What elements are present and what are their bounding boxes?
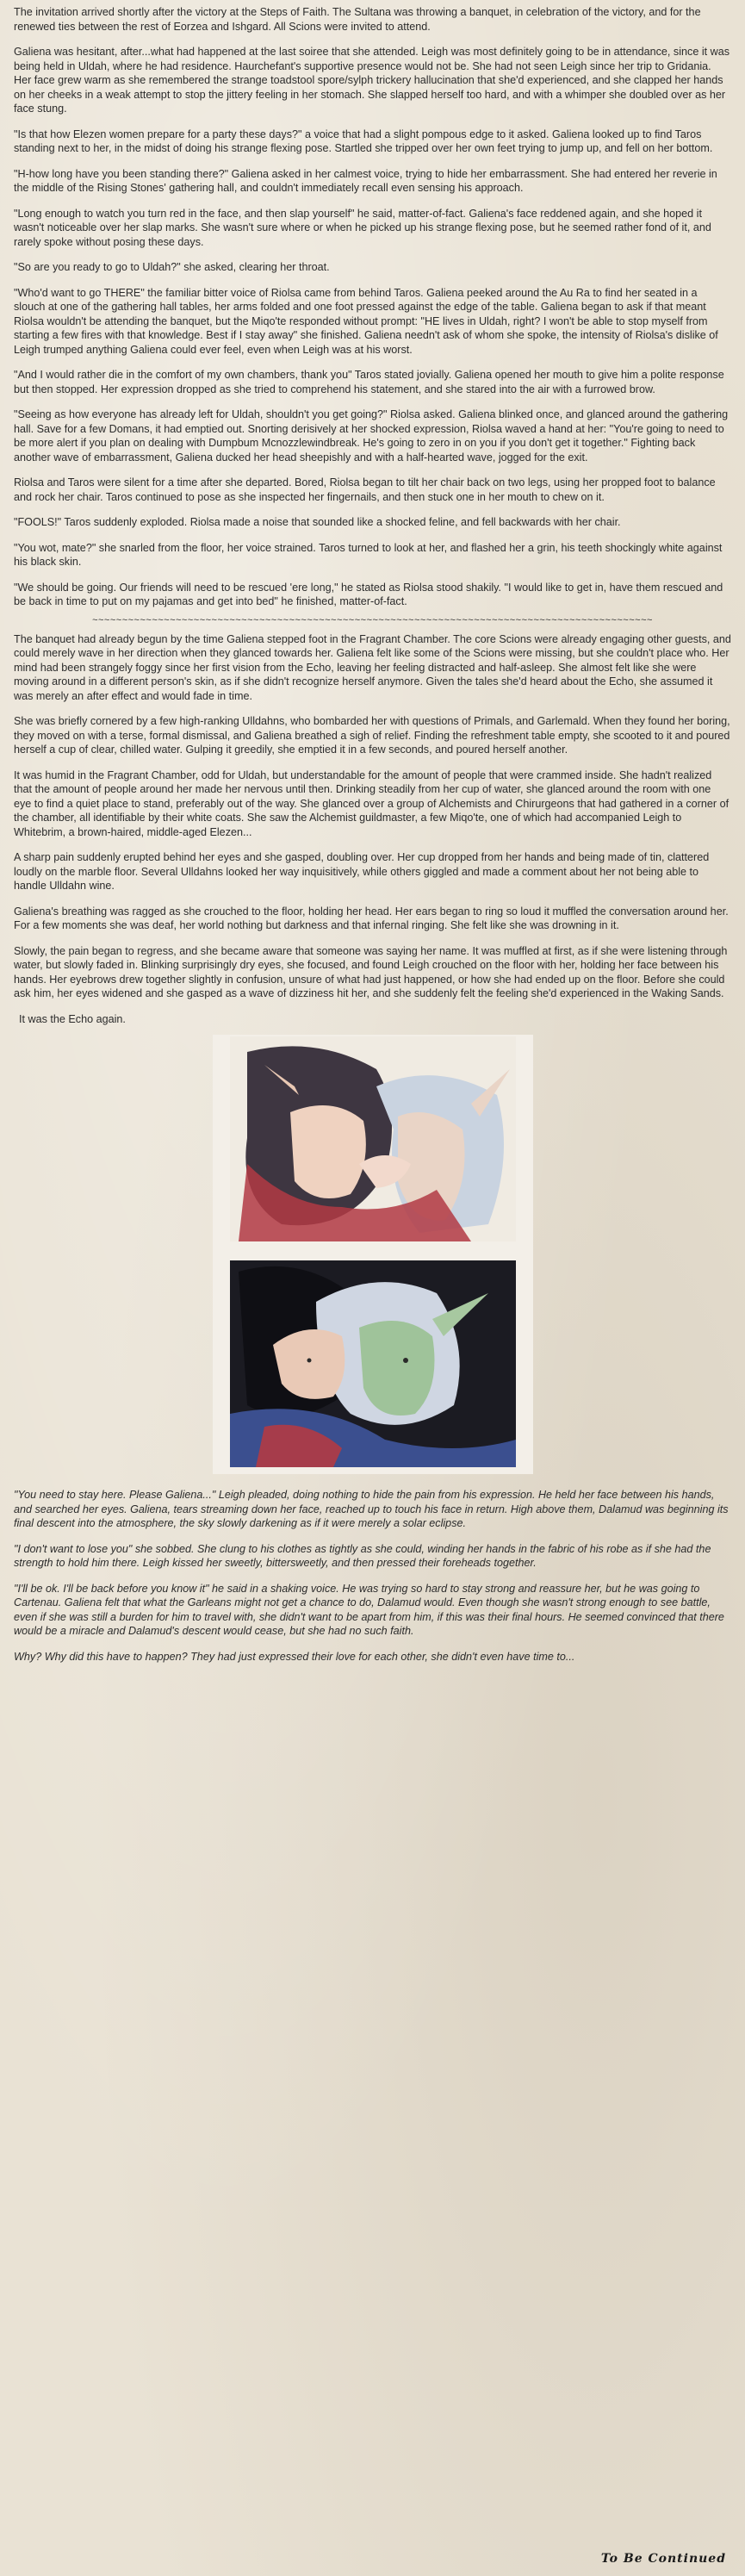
illustration-drawing xyxy=(213,1035,533,1474)
paragraph: "I'll be ok. I'll be back before you know it" he said in a shaking voice. He was trying so hard to stay strong and reassure her, but he was going to Cartenau. Galiena felt that what the Garleans might not get a chance to do, Dalamud would. Even though she wasn't strong enough to see battle, even if she was still a burden for him to travel with, she didn't want to be apart from him, if this was their final hours. He seemed convinced that there would be a miracle and Dalamud's descent would cease, but she had no such faith. xyxy=(14,1582,724,1637)
paragraph: The invitation arrived shortly after the victory at the Steps of Faith. The Sultana was throwing a banquet, in celebration of the victory, and for the renewed ties between the rest of Eorzea and Ishgard. All Scions were invited to attend. xyxy=(14,6,701,33)
paragraph: A sharp pain suddenly erupted behind her eyes and she gasped, doubling over. Her cup dropped from her hands and being made of tin, clattered loudly on the marble floor. Several Ulldahns looked her way inquisitively, while others giggled and made a comment about her not being able to handle Ulldahn wine. xyxy=(14,851,710,892)
paragraph: "You wot, mate?" she snarled from the floor, her voice strained. Taros turned to look at her, and flashed her a grin, his teeth shockingly white against his black skin. xyxy=(14,541,723,568)
paragraph: Galiena was hesitant, after...what had happened at the last soiree that she attended. Leigh was most definitely going to be in attendance, since it was being held in Uldah, where he had residence. Haurchefant's supportive presence would not be. She had not seen Leigh since her trip to Gridania. Her face grew warm as she remembered the strange toadstool spore/sylph trickery hallucination that she'd experienced, and she clapped her hands on her cheeks in a weak attempt to stop the jittery feeling in her stomach. She slapped herself too hard, and with a whimper she doubled over as her face stung. xyxy=(14,46,730,115)
paragraph: "Is that how Elezen women prepare for a party these days?" a voice that had a slight pompous edge to it asked. Galiena looked up to find Taros standing next to her, in the midst of doing his strange flexing pose. Startled she tripped over her own feet trying to jump up, and fell on her bottom. xyxy=(14,128,713,154)
echo-vision-section xyxy=(14,1488,731,1664)
paragraph: She was briefly cornered by a few high-ranking Ulldahns, who bombarded her with questions of Primals, and Garlemald. When they found her boring, they moved on with a terse, formal dismissal, and Galiena breathed a sigh of relief. Finding the refreshment table empty, she scooted to it and poured herself a cup of clear, chilled water. Gulping it greedily, she emptied it in a few seconds, and poured herself another. xyxy=(14,715,730,756)
paragraph: "FOOLS!" Taros suddenly exploded. Riolsa made a noise that sounded like a shocked feline, and fell backwards with her chair. xyxy=(14,516,621,528)
paragraph: "Long enough to watch you turn red in the face, and then slap yourself" he said, matter-of-fact. Galiena's face reddened again, and she hoped it wasn't noticeable over her slap marks. She wasn't sure where or when he picked up his strange flexing pose, but he seemed rather fond of it, and rarely spoke without posing these days. xyxy=(14,207,711,248)
to-be-continued: To Be Continued xyxy=(600,2552,726,2566)
paragraph: "I don't want to lose you" she sobbed. She clung to his clothes as tightly as she could, winding her hands in the fabric of his robe as if she had the strength to hold him there. Leigh kissed her sweetly, bittersweetly, and then pressed their foreheads together. xyxy=(14,1542,711,1569)
illustration xyxy=(213,1035,533,1474)
paragraph: It was humid in the Fragrant Chamber, odd for Uldah, but understandable for the amount of people that were crammed inside. She hadn't realized that the amount of people around her made her nervous until then. Drinking steadily from her cup of water, she glanced around the room with one eye to find a quiet place to stand, preferably out of the way. She glanced over a group of Alchemists and Chirurgeons that had gathered in a corner of the chamber, all identifiable by their white coats. She saw the Alchemist guildmaster, a few Miqo'te, one of which had accompanied Leigh to Whitebrim, a brown-haired, middle-aged Elezen... xyxy=(14,768,729,838)
paragraph: "So are you ready to go to Uldah?" she asked, clearing her throat. xyxy=(14,261,330,273)
paragraph: "You need to stay here. Please Galiena..." Leigh pleaded, doing nothing to hide the pain from his expression. He held her face between his hands, and searched her eyes. Galiena, tears streaming down her face, reached up to touch his face in return. High above them, Dalamud was beginning its final descent into the atmosphere, the sky slowly darkening as if it were merely a solar eclipse. xyxy=(14,1489,729,1529)
echo-line: It was the Echo again. xyxy=(19,1012,126,1025)
story-page xyxy=(14,5,731,1675)
paragraph: "We should be going. Our friends will need to be rescued 'ere long," he stated as Riolsa stood shakily. "I would like to get in, have them rescued and be back in time to put on my pajamas and get into bed" he finished, matter-of-fact. xyxy=(14,581,723,607)
scene-separator: ~~~~~~~~~~~~~~~~~~~~~~~~~~~~~~~~~~~~~~~~~~~~~~~~~~~~~~~~~~~~~~~~~~~~~~~~~~~~~~~~~~~~~~~~~~~~~~ xyxy=(92,614,653,625)
paragraph: The banquet had already begun by the time Galiena stepped foot in the Fragrant Chamber. The core Scions were already engaging other guests, and could merely wave in her direction when they glanced towards her. Galiena felt like some of the Scions were missing, but she couldn't place who. Her mind had been strangely foggy since her first vision from the Echo, leaving her feeling distracted and half-asleep. She almost felt like she were moving around in a different person's skin, as if she didn't recognize herself anymore. Given the tales she'd heard about the Echo, she assumed it was merely an after effect and would fade in time. xyxy=(14,632,731,702)
paragraph: Slowly, the pain began to regress, and she became aware that someone was saying her name. It was muffled at first, as if she were listening through water, but slowly faded in. Blinking surprisingly dry eyes, she focused, and found Leigh crouched on the floor with her, holding her face between his hands. Her eyebrows drew together slightly in confusion, unsure of what had just happened, or how she had ended up on the floor. Before she could ask him, her eyes widened and she gasped as a wave of dizziness hit her, and she suddenly felt the feeling she'd experienced in the Waking Sands. xyxy=(14,944,728,999)
story-section-2 xyxy=(14,632,731,1001)
paragraph: Galiena's breathing was ragged as she crouched to the floor, holding her head. Her ears began to ring so loud it muffled the conversation around her. For a few moments she was deaf, her world nothing but darkness and that infernal ringing. She felt like she was drowning in it. xyxy=(14,905,729,931)
paragraph: Why? Why did this have to happen? They had just expressed their love for each other, she didn't even have time to... xyxy=(14,1650,575,1663)
story-section-1 xyxy=(14,5,731,609)
paragraph: "And I would rather die in the comfort of my own chambers, thank you" Taros stated jovially. Galiena opened her mouth to give him a polite response but then stopped. Her expression dropped as she tried to comprehend his statement, and she stared into the air with a furrowed brow. xyxy=(14,369,724,395)
paragraph: "H-how long have you been standing there?" Galiena asked in her calmest voice, trying to hide her embarrassment. She had entered her reverie in the middle of the Rising Stones' gathering hall, and couldn't immediately recall even sensing his approach. xyxy=(14,167,717,194)
paragraph: "Who'd want to go THERE" the familiar bitter voice of Riolsa came from behind Taros. Galiena peeked around the Au Ra to find her seated in a slouch at one of the gathering hall tables, her arms folded and one foot pressed against the edge of the table. Galiena began to ask if that meant Riolsa wouldn't be attending the banquet, but the Miqo'te responded without prompt: "HE lives in Uldah, right? I won't be able to stop myself from starting a few fires with that knowledge. Best if I stay away" she finished. Galiena needn't ask of whom she spoke, the intensity of Riolsa's dislike of Leigh trumped anything Galiena could ever feel, even when Leigh was at his worst. xyxy=(14,286,718,356)
paragraph: "Seeing as how everyone has already left for Uldah, shouldn't you get going?" Riolsa asked. Galiena blinked once, and glanced around the gathering hall. Save for a few Domans, it had emptied out. Snorting derisively at her shocked expression, Riolsa waved a hand at her: "You're going to need to be more alert if you plan on dealing with Dumpbum Mcnozzlewindbreak. He's going to zero in on you if you don't get it together." Fighting back another wave of embarrassment, Galiena ducked her head sheepishly and with a half-hearted wave, jogged for the exit. xyxy=(14,408,729,464)
paragraph: Riolsa and Taros were silent for a time after she departed. Bored, Riolsa began to tilt her chair back on two legs, using her propped foot to balance and rock her chair. Taros continued to pose as she inspected her fingernails, and then stuck one in her mouth to chew on it. xyxy=(14,476,716,503)
